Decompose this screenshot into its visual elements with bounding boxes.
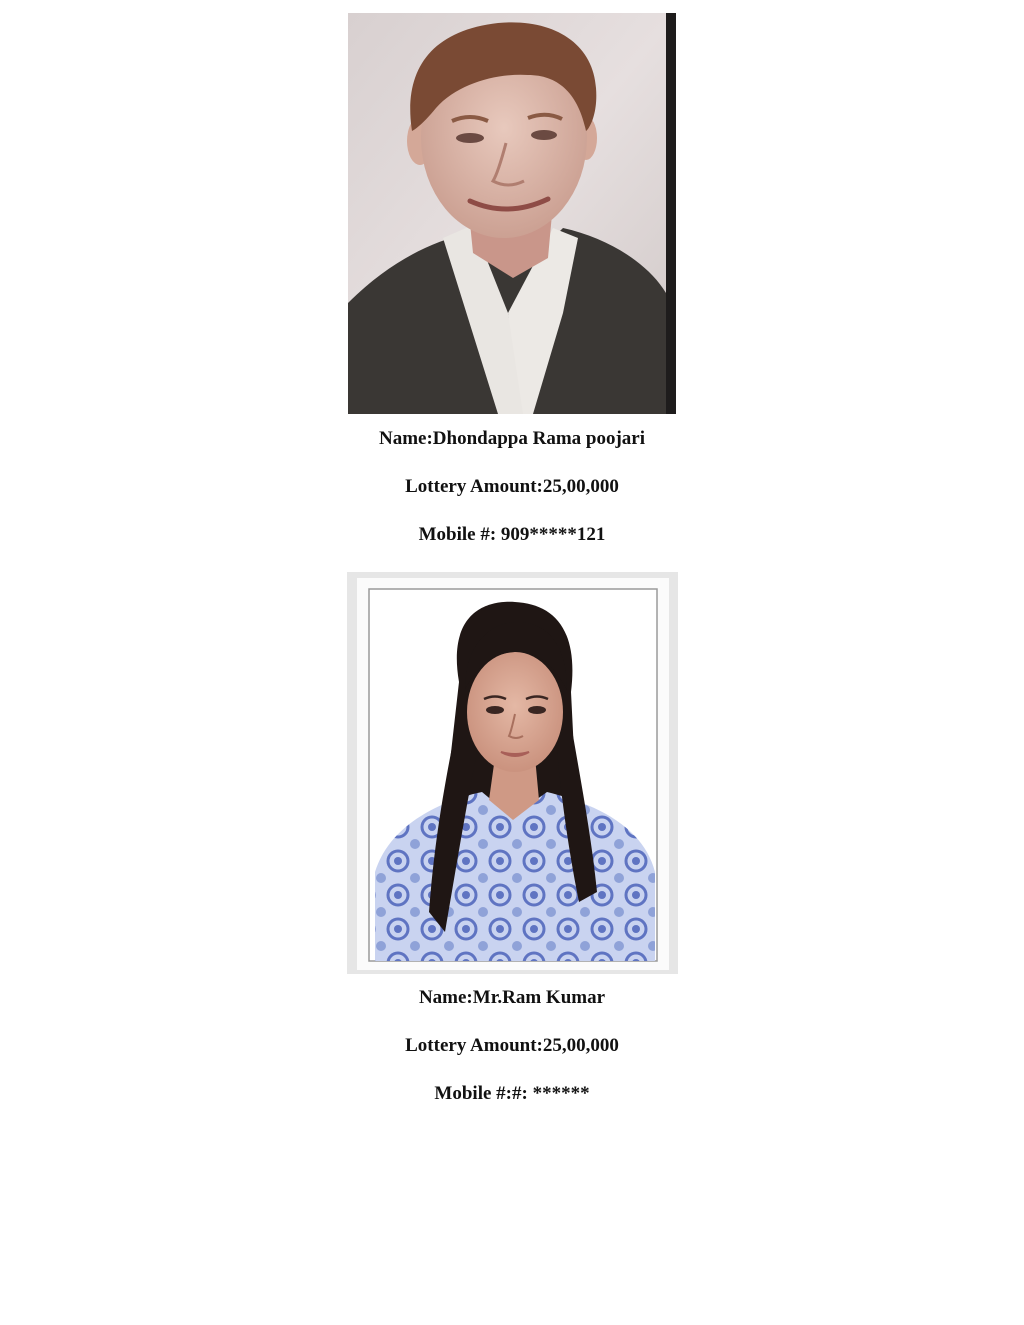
winner-photo-1 xyxy=(348,13,676,414)
winner-amount-1: Lottery Amount:25,00,000 xyxy=(405,476,619,497)
winner-mobile-1: Mobile #: 909*****121 xyxy=(418,524,606,545)
woman-portrait-image xyxy=(347,572,678,974)
winner-name-2: Name:Mr.Ram Kumar xyxy=(418,987,606,1008)
winner-amount-2: Lottery Amount:25,00,000 xyxy=(405,1035,619,1056)
winner-mobile-2: Mobile #:#: ****** xyxy=(434,1083,590,1104)
winner-photo-2 xyxy=(347,572,678,974)
winner-name-1: Name:Dhondappa Rama poojari xyxy=(378,428,646,449)
man-portrait-image xyxy=(348,13,676,414)
